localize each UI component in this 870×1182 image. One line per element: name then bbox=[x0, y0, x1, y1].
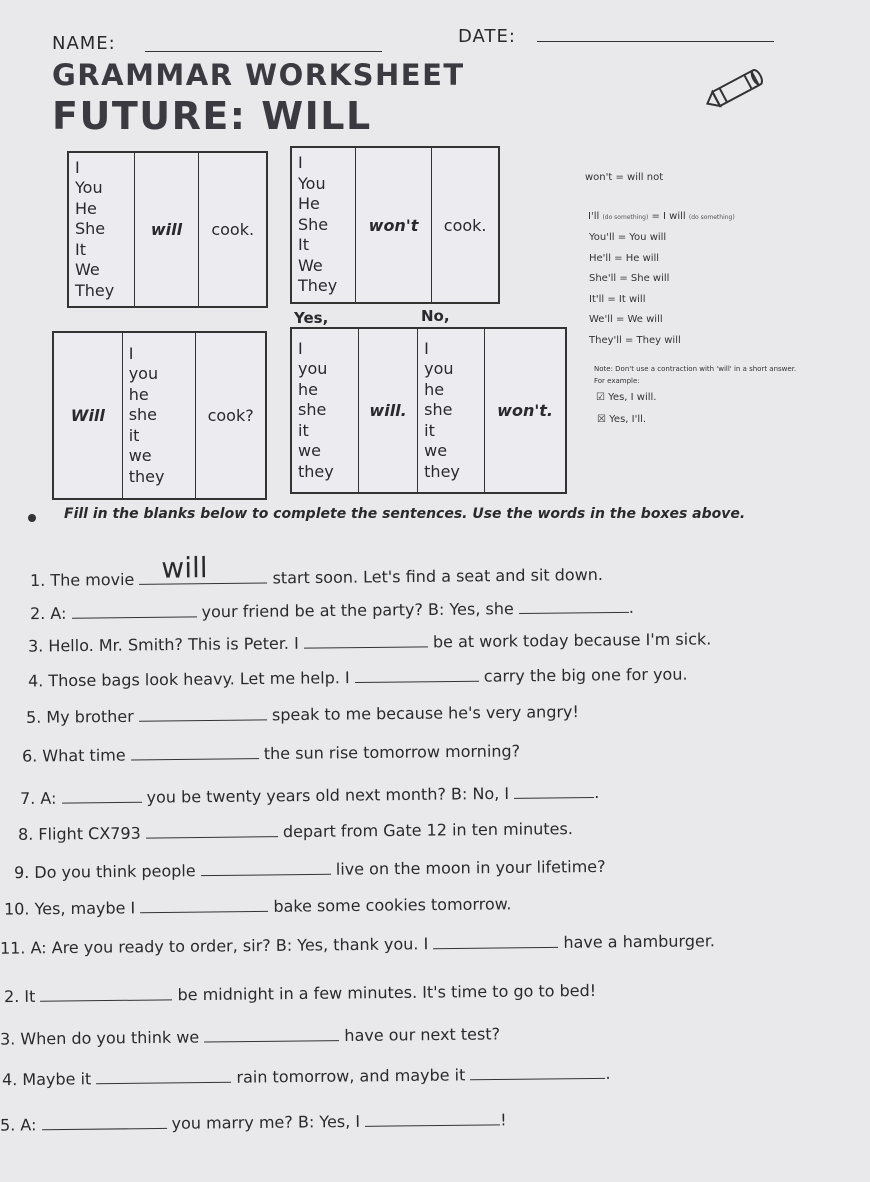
sentence-number: 4. bbox=[27, 671, 44, 691]
date-field[interactable] bbox=[537, 41, 774, 42]
sentence-part-b: have our next test? bbox=[344, 1024, 501, 1046]
sentence-part-b: bake some cookies tomorrow. bbox=[273, 894, 512, 916]
yes-label: Yes, bbox=[294, 309, 329, 327]
subject-column bbox=[123, 333, 197, 498]
sentence-9 bbox=[14, 857, 606, 882]
answer-blank[interactable] bbox=[470, 1078, 605, 1080]
verb-cook-question: cook? bbox=[207, 406, 254, 425]
name-label: NAME: bbox=[52, 33, 116, 54]
subject-item: I bbox=[298, 338, 303, 358]
sentence-number: 5. bbox=[0, 1115, 16, 1135]
subject-item: You bbox=[75, 178, 103, 198]
answer-blank[interactable] bbox=[365, 1124, 500, 1126]
subject-item: We bbox=[298, 255, 323, 275]
sentence-part-a: My brother bbox=[46, 706, 134, 727]
subject-item: They bbox=[298, 276, 338, 296]
date-label: DATE: bbox=[458, 26, 516, 47]
short-answer-box bbox=[290, 327, 567, 494]
subject-item: I bbox=[298, 153, 303, 173]
subject-item: He bbox=[298, 194, 320, 214]
correct-example: ☑ Yes, I will. bbox=[596, 392, 657, 403]
answer-blank[interactable] bbox=[519, 612, 629, 614]
no-subject-column bbox=[418, 329, 485, 492]
answer-blank[interactable] bbox=[72, 616, 197, 618]
sentence-part-b: carry the big one for you. bbox=[483, 664, 688, 686]
sentence-part-a: Maybe it bbox=[22, 1069, 92, 1089]
short-wont: won't. bbox=[497, 401, 553, 420]
answer-blank[interactable] bbox=[204, 1040, 339, 1042]
wont-note: won't = will not bbox=[585, 172, 664, 183]
answer-blank[interactable] bbox=[355, 681, 479, 683]
subject-item: he bbox=[298, 379, 318, 399]
sentence-number: 9. bbox=[13, 862, 30, 883]
subject-item: He bbox=[75, 198, 97, 218]
yes-subject-column bbox=[292, 329, 359, 492]
ill-note: I'll (do something) = I will (do something) bbox=[588, 211, 735, 222]
answer-blank[interactable] bbox=[96, 1082, 231, 1084]
subject-item: I bbox=[128, 343, 134, 363]
sentence-number: 3. bbox=[0, 1029, 16, 1049]
subject-item: it bbox=[128, 425, 140, 445]
sentence-end: . bbox=[628, 597, 635, 617]
subject-column bbox=[69, 153, 135, 306]
subject-item: we bbox=[128, 446, 152, 466]
wrong-example: ☒ Yes, I'll. bbox=[597, 414, 647, 425]
contraction-list bbox=[589, 232, 681, 356]
subject-item: she bbox=[128, 405, 158, 425]
sentence-number: 8. bbox=[17, 824, 34, 844]
note-text: Note: Don't use a contraction with 'will' in a short answer. bbox=[594, 365, 797, 373]
affirmative-box bbox=[67, 151, 268, 308]
sentence-part-a: The movie bbox=[50, 569, 135, 590]
contraction-item: He'll = He will bbox=[589, 252, 660, 264]
answer-blank[interactable] bbox=[62, 802, 142, 804]
sentence-part-b: be at work today because I'm sick. bbox=[432, 629, 712, 652]
answer-blank[interactable] bbox=[42, 1128, 167, 1130]
answer-blank[interactable] bbox=[139, 551, 267, 585]
question-box bbox=[52, 331, 267, 500]
subject-item: we bbox=[298, 441, 321, 461]
contraction-item: It'll = It will bbox=[589, 293, 646, 305]
worksheet-title: GRAMMAR WORKSHEET bbox=[52, 58, 465, 92]
subject-item: It bbox=[75, 239, 86, 259]
subject-item: he bbox=[128, 384, 149, 404]
contraction-item: You'll = You will bbox=[589, 232, 667, 243]
sentence-number: 4. bbox=[1, 1070, 18, 1090]
sentence-2 bbox=[30, 598, 634, 623]
answer-blank[interactable] bbox=[146, 836, 278, 838]
subject-item: I bbox=[424, 338, 429, 358]
subject-item: It bbox=[298, 235, 309, 255]
sentence-number: 1. bbox=[29, 570, 46, 590]
sentence-15 bbox=[0, 1110, 507, 1134]
sentence-part-b: you be twenty years old next month? B: No, I bbox=[146, 783, 510, 807]
sentence-number: 2. bbox=[29, 604, 46, 624]
verb-cook: cook. bbox=[211, 220, 255, 239]
sentence-end: ! bbox=[500, 1110, 507, 1130]
sentence-14 bbox=[2, 1064, 611, 1089]
sentence-part-a: A: Are you ready to order, sir? B: Yes, thank you. I bbox=[30, 934, 429, 958]
sentence-part-b: start soon. Let's find a seat and sit down. bbox=[272, 565, 604, 588]
sentence-end: . bbox=[605, 1063, 611, 1083]
answer-blank[interactable] bbox=[433, 947, 558, 949]
sentence-part-a: Yes, maybe I bbox=[34, 898, 136, 919]
answer-blank[interactable] bbox=[514, 797, 594, 799]
sentence-number: 11. bbox=[0, 938, 26, 958]
sentence-end: . bbox=[594, 782, 600, 803]
answer-blank[interactable] bbox=[304, 646, 428, 648]
answer-blank[interactable] bbox=[140, 911, 268, 913]
answer-blank[interactable] bbox=[41, 999, 173, 1001]
sentence-3 bbox=[28, 629, 711, 655]
subject-item: She bbox=[298, 214, 329, 234]
sentence-11 bbox=[0, 931, 715, 957]
sentence-part-b: your friend be at the party? B: Yes, she bbox=[201, 599, 514, 622]
subject-item: it bbox=[424, 420, 435, 440]
contraction-item: She'll = She will bbox=[589, 273, 670, 285]
sentence-number: 10. bbox=[3, 899, 30, 919]
sentence-part-a: Flight CX793 bbox=[38, 823, 141, 844]
instruction: Fill in the blanks below to complete the sentences. Use the words in the boxes above. bbox=[64, 506, 746, 522]
sentence-5 bbox=[26, 702, 579, 727]
subject-item: they bbox=[424, 461, 460, 481]
sentence-number: 6. bbox=[21, 746, 38, 766]
subject-item: we bbox=[424, 441, 448, 461]
sentence-part-b: be midnight in a few minutes. It's time to go to bed! bbox=[177, 980, 597, 1005]
verb-cook: cook. bbox=[443, 215, 487, 235]
subject-item: it bbox=[298, 420, 309, 440]
sentence-part-a: It bbox=[24, 986, 36, 1006]
subject-item: you bbox=[424, 359, 454, 379]
subject-item: she bbox=[298, 400, 327, 420]
contraction-item: They'll = They will bbox=[589, 334, 681, 346]
no-label: No, bbox=[421, 307, 450, 325]
subject-item: They bbox=[75, 280, 115, 300]
sentence-part-b: live on the moon in your lifetime? bbox=[335, 856, 606, 879]
subject-item: you bbox=[298, 359, 328, 379]
name-field[interactable] bbox=[145, 51, 382, 52]
sentence-number: 3. bbox=[27, 636, 44, 656]
subject-item: you bbox=[128, 364, 159, 384]
subject-item: I bbox=[75, 157, 80, 177]
sentence-1 bbox=[29, 551, 604, 590]
sentence-number: 7. bbox=[19, 788, 36, 809]
subject-item: You bbox=[298, 173, 326, 193]
modal-wont: won't bbox=[368, 215, 419, 235]
sentence-part-a: A: bbox=[20, 1115, 37, 1135]
sentence-part-a: Do you think people bbox=[34, 861, 196, 882]
subject-item: she bbox=[424, 400, 453, 420]
sentence-part-a: When do you think we bbox=[20, 1027, 200, 1049]
handwritten-answer: will bbox=[161, 551, 208, 585]
sentence-number: 2. bbox=[3, 986, 20, 1007]
sentence-part-b: speak to me because he's very angry! bbox=[271, 702, 579, 725]
sentence-part-b: depart from Gate 12 in ten minutes. bbox=[282, 819, 573, 842]
worksheet-subtitle: FUTURE: WILL bbox=[52, 94, 372, 138]
subject-item: We bbox=[75, 260, 100, 280]
modal-will: will bbox=[150, 220, 183, 239]
negative-box bbox=[290, 146, 500, 304]
modal-will-question: Will bbox=[70, 406, 105, 425]
sentence-part-a: A: bbox=[40, 788, 57, 808]
sentence-part-a: What time bbox=[42, 745, 126, 766]
subject-column bbox=[292, 148, 356, 302]
sentence-part-a: Hello. Mr. Smith? This is Peter. I bbox=[48, 633, 299, 656]
sentence-part-b: the sun rise tomorrow morning? bbox=[263, 741, 521, 764]
sentence-6 bbox=[22, 741, 520, 765]
sentence-part-a: Those bags look heavy. Let me help. I bbox=[48, 668, 350, 691]
answer-blank[interactable] bbox=[131, 758, 259, 760]
sentence-part-b: rain tomorrow, and maybe it bbox=[236, 1065, 466, 1087]
sentence-7 bbox=[20, 783, 599, 808]
subject-item: he bbox=[424, 379, 445, 399]
subject-item: they bbox=[128, 466, 165, 486]
bullet-icon bbox=[28, 514, 36, 522]
sentence-12 bbox=[4, 981, 596, 1006]
short-will: will. bbox=[369, 401, 407, 420]
sentence-10 bbox=[4, 894, 512, 918]
sentence-part-b: have a hamburger. bbox=[563, 931, 716, 952]
answer-blank[interactable] bbox=[139, 719, 267, 721]
sentence-4 bbox=[28, 665, 688, 691]
sentence-part-a: A: bbox=[50, 603, 67, 623]
subject-item: they bbox=[298, 461, 334, 481]
sentence-part-b: you marry me? B: Yes, I bbox=[171, 1111, 361, 1133]
sentence-13 bbox=[0, 1024, 500, 1048]
subject-item: She bbox=[75, 219, 106, 239]
example-label: For example: bbox=[594, 377, 640, 385]
sentence-number: 5. bbox=[25, 707, 42, 727]
sentence-8 bbox=[18, 819, 573, 844]
pencil-icon bbox=[700, 66, 774, 112]
answer-blank[interactable] bbox=[201, 874, 331, 876]
contraction-item: We'll = We will bbox=[589, 314, 663, 326]
